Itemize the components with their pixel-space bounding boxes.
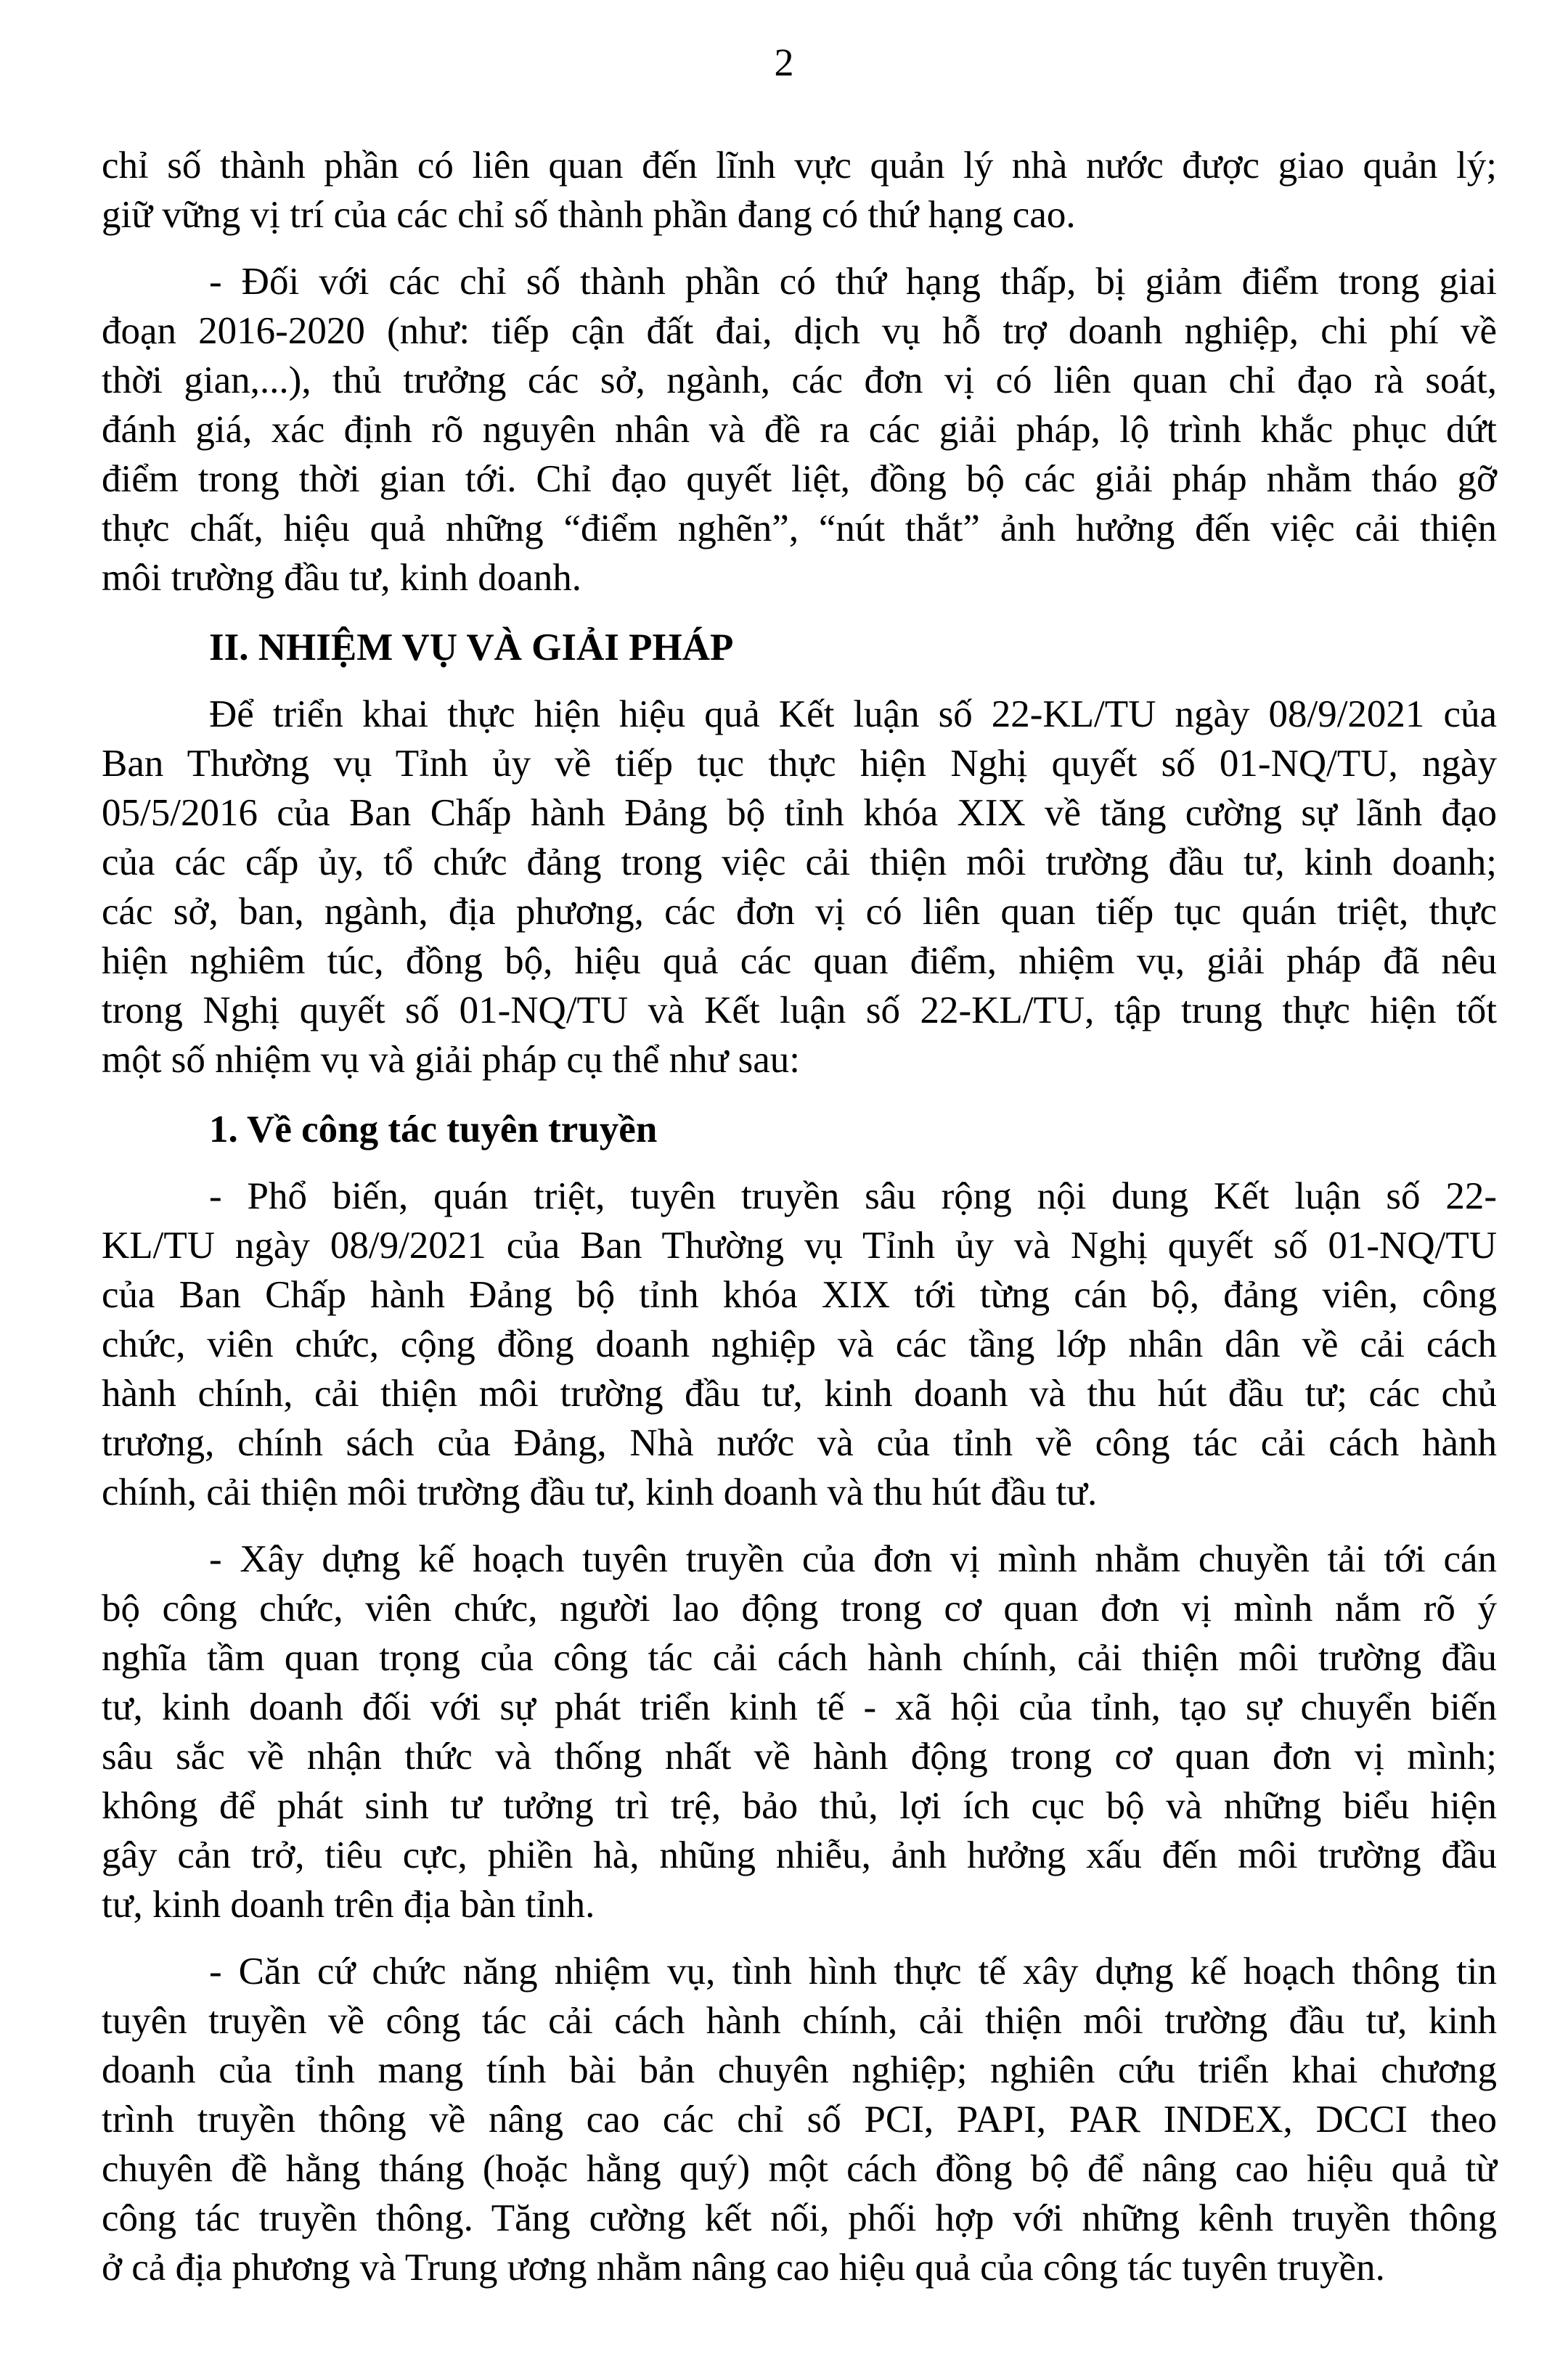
text-line: chính, cải thiện môi trường đầu tư, kinh doanh và thu hút đầu tư.: [102, 1471, 1098, 1513]
text-line: - Đối với các chỉ số thành phần có thứ hạng thấp, bị giảm điểm trong giai: [209, 261, 1497, 303]
paragraph: [102, 257, 1497, 602]
text-line: đoạn 2016-2020 (như: tiếp cận đất đai, dịch vụ hỗ trợ doanh nghiệp, chi phí về: [102, 310, 1497, 352]
section-heading: [102, 623, 1497, 672]
text-line: doanh của tỉnh mang tính bài bản chuyên nghiệp; nghiên cứu triển khai chương: [102, 2049, 1497, 2091]
text-line: II. NHIỆM VỤ VÀ GIẢI PHÁP: [209, 626, 734, 669]
text-line: giữ vững vị trí của các chỉ số thành phần đang có thứ hạng cao.: [102, 194, 1076, 236]
text-line: một số nhiệm vụ và giải pháp cụ thể như sau:: [102, 1039, 800, 1081]
paragraph: [102, 141, 1497, 240]
text-line: chức, viên chức, cộng đồng doanh nghiệp và các tầng lớp nhân dân về cải cách: [102, 1323, 1497, 1365]
text-line: KL/TU ngày 08/9/2021 của Ban Thường vụ Tỉnh ủy và Nghị quyết số 01-NQ/TU: [102, 1225, 1497, 1267]
text-line: Ban Thường vụ Tỉnh ủy về tiếp tục thực hiện Nghị quyết số 01-NQ/TU, ngày: [102, 743, 1497, 785]
text-line: 05/5/2016 của Ban Chấp hành Đảng bộ tỉnh khóa XIX về tăng cường sự lãnh đạo: [102, 792, 1497, 834]
text-line: trương, chính sách của Đảng, Nhà nước và của tỉnh về công tác cải cách hành: [102, 1422, 1497, 1464]
paragraph: [102, 1947, 1497, 2292]
section-heading: [102, 1105, 1497, 1154]
text-line: trong Nghị quyết số 01-NQ/TU và Kết luận số 22-KL/TU, tập trung thực hiện tốt: [102, 989, 1497, 1031]
page-number: 2: [774, 41, 794, 84]
paragraph: [102, 690, 1497, 1084]
text-line: tư, kinh doanh đối với sự phát triển kinh tế - xã hội của tỉnh, tạo sự chuyển biến: [102, 1686, 1497, 1728]
text-line: thực chất, hiệu quả những “điểm nghẽn”, “nút thắt” ảnh hưởng đến việc cải thiện: [102, 507, 1497, 549]
text-line: công tác truyền thông. Tăng cường kết nối, phối hợp với những kênh truyền thông: [102, 2197, 1497, 2239]
text-line: nghĩa tầm quan trọng của công tác cải cách hành chính, cải thiện môi trường đầu: [102, 1637, 1497, 1679]
text-line: - Xây dựng kế hoạch tuyên truyền của đơn vị mình nhằm chuyền tải tới cán: [209, 1538, 1497, 1580]
text-line: không để phát sinh tư tưởng trì trệ, bảo thủ, lợi ích cục bộ và những biểu hiện: [102, 1785, 1497, 1827]
text-line: gây cản trở, tiêu cực, phiền hà, nhũng nhiễu, ảnh hưởng xấu đến môi trường đầu: [102, 1834, 1497, 1876]
text-line: Để triển khai thực hiện hiệu quả Kết luận số 22-KL/TU ngày 08/9/2021 của: [209, 693, 1497, 735]
text-line: đánh giá, xác định rõ nguyên nhân và đề ra các giải pháp, lộ trình khắc phục dứt: [102, 409, 1497, 451]
text-line: thời gian,...), thủ trưởng các sở, ngành, các đơn vị có liên quan chỉ đạo rà soát,: [102, 359, 1497, 401]
document-body: [102, 141, 1497, 2292]
text-line: ở cả địa phương và Trung ương nhằm nâng cao hiệu quả của công tác tuyên truyền.: [102, 2247, 1385, 2289]
text-line: của các cấp ủy, tổ chức đảng trong việc cải thiện môi trường đầu tư, kinh doanh;: [102, 841, 1497, 883]
paragraph: [102, 1534, 1497, 1929]
paragraph: [102, 1172, 1497, 1517]
text-line: hành chính, cải thiện môi trường đầu tư, kinh doanh và thu hút đầu tư; các chủ: [102, 1373, 1497, 1415]
text-line: của Ban Chấp hành Đảng bộ tỉnh khóa XIX tới từng cán bộ, đảng viên, công: [102, 1274, 1497, 1316]
text-line: - Phổ biến, quán triệt, tuyên truyền sâu rộng nội dung Kết luận số 22-: [209, 1175, 1497, 1217]
text-line: các sở, ban, ngành, địa phương, các đơn vị có liên quan tiếp tục quán triệt, thực: [102, 891, 1497, 933]
text-line: 1. Về công tác tuyên truyền: [209, 1108, 658, 1151]
text-line: tư, kinh doanh trên địa bàn tỉnh.: [102, 1884, 595, 1926]
text-line: điểm trong thời gian tới. Chỉ đạo quyết liệt, đồng bộ các giải pháp nhằm tháo gỡ: [102, 458, 1497, 500]
text-line: hiện nghiêm túc, đồng bộ, hiệu quả các quan điểm, nhiệm vụ, giải pháp đã nêu: [102, 940, 1497, 982]
text-line: môi trường đầu tư, kinh doanh.: [102, 557, 582, 599]
text-line: trình truyền thông về nâng cao các chỉ số PCI, PAPI, PAR INDEX, DCCI theo: [102, 2098, 1497, 2141]
text-line: chỉ số thành phần có liên quan đến lĩnh vực quản lý nhà nước được giao quản lý;: [102, 144, 1497, 187]
text-line: bộ công chức, viên chức, người lao động trong cơ quan đơn vị mình nắm rõ ý: [102, 1587, 1497, 1630]
text-line: chuyên đề hằng tháng (hoặc hằng quý) một cách đồng bộ để nâng cao hiệu quả từ: [102, 2148, 1497, 2190]
text-line: - Căn cứ chức năng nhiệm vụ, tình hình thực tế xây dựng kế hoạch thông tin: [209, 1950, 1497, 1993]
text-line: sâu sắc về nhận thức và thống nhất về hành động trong cơ quan đơn vị mình;: [102, 1736, 1497, 1778]
text-line: tuyên truyền về công tác cải cách hành chính, cải thiện môi trường đầu tư, kinh: [102, 2000, 1497, 2042]
